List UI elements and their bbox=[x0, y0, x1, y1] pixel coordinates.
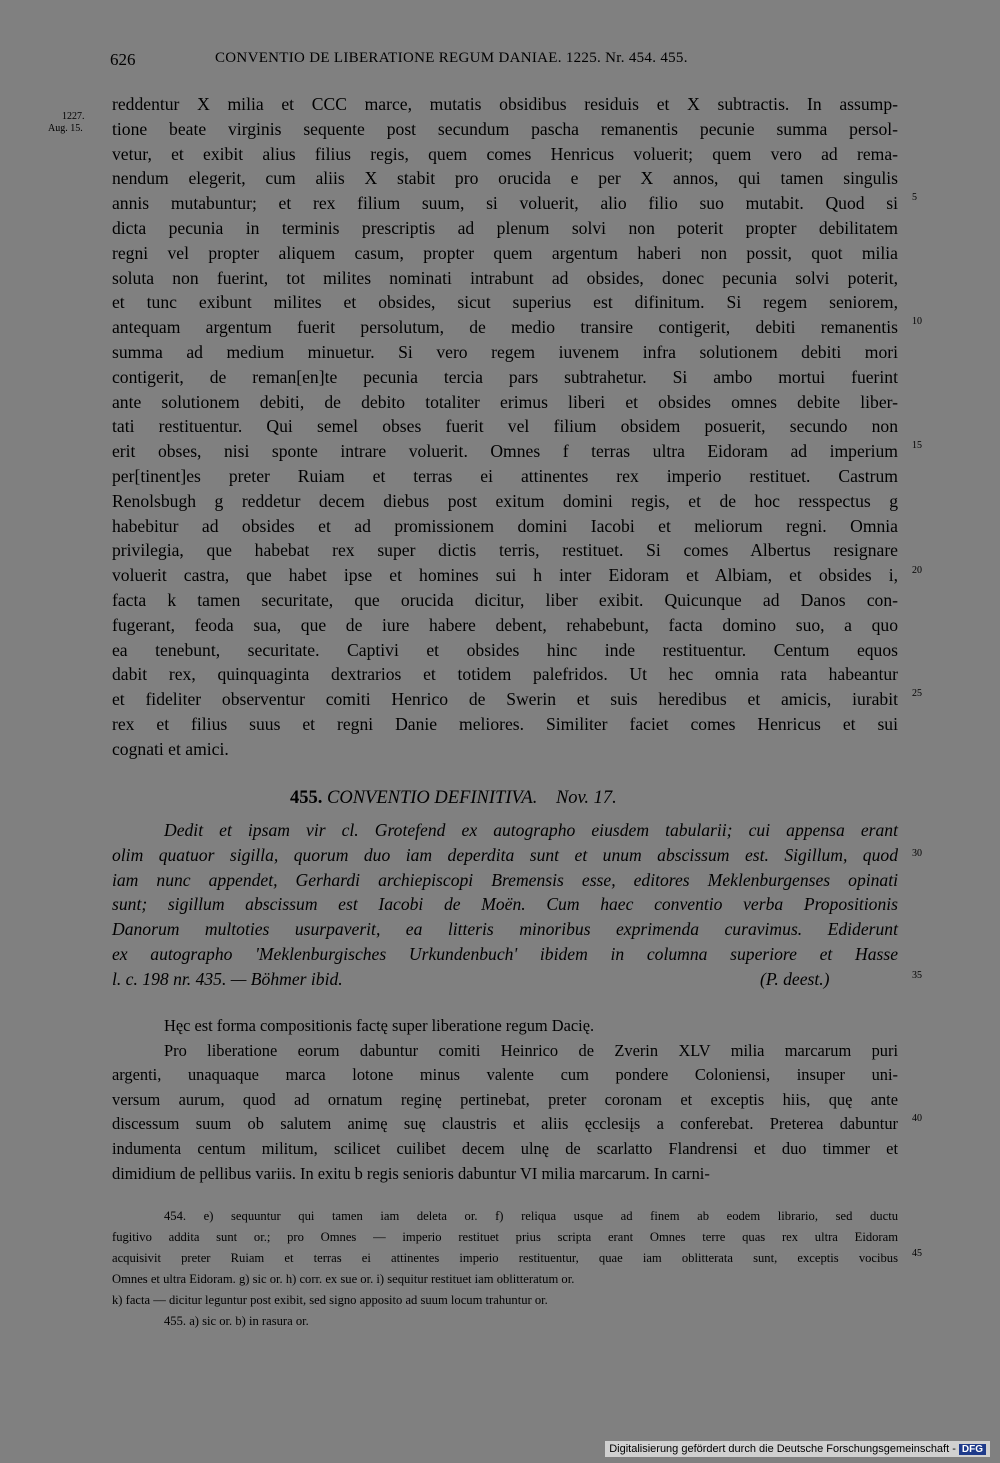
charter-455-lines-line: dimidium de pellibus variis. In exitu b regis senioris dabuntur VI milia marcarum. In carni- bbox=[112, 1163, 710, 1183]
intro-455-lines-line: olim quatuor sigilla, quorum duo iam deperdita sunt et unum abscissum est. Sigillum, quod bbox=[112, 844, 898, 865]
charter-454-lines-line: per[tinent]es preter Ruiam et terras ei attinentes rex imperio restituet. Castrum bbox=[112, 466, 898, 486]
charter-454-lines-line: ea tenebunt, securitate. Captivi et obsides hinc inde restituentur. Centum equos bbox=[112, 639, 898, 660]
intro-455-lines-line: Danorum multoties usurpaverit, ea litteris minoribus exprimenda curavimus. Ediderunt bbox=[112, 919, 898, 940]
charter-454-lines-line: contigerit, de reman[en]te pecunia tercia pars subtrahetur. Si ambo mortui fuerint bbox=[112, 366, 898, 387]
charter-455-lines-line: argenti, unaquaque marca lotone minus valente cum pondere Coloniensi, insuper uni- bbox=[112, 1065, 898, 1085]
line-number: 35 bbox=[912, 970, 922, 981]
footnotes-454-line: Omnes et ultra Eidoram. g) sic or. h) corr. ex sue or. i) sequitur restituet iam oblitteratum or. bbox=[112, 1272, 575, 1286]
charter-454-lines-line: tione beate virginis sequente post secundum pascha remanentis pecunie summa persol- bbox=[112, 118, 898, 139]
intro-455-lines-line: iam nunc appendet, Gerhardi archiepiscopi Bremensis esse, editores Meklenburgenses opinati bbox=[112, 869, 898, 890]
charter-454-lines-line: et fideliter observentur comiti Henrico de Swerin et suis heredibus et amicis, iurabit bbox=[112, 689, 898, 710]
charter-454-lines-line: cognati et amici. bbox=[112, 738, 229, 759]
margin-day: Aug. 15. bbox=[48, 123, 83, 134]
charter-454-lines-line: dabit rex, quinquaginta dextrarios et totidem palefridos. Ut hec omnia rata habeantur bbox=[112, 664, 898, 685]
charter-454-lines-line: habebitur ad obsides et ad promissionem domini Iacobi et meliorum regni. Omnia bbox=[112, 515, 898, 536]
footnotes-454-line: 454. e) sequuntur qui tamen iam deleta or. f) reliqua usque ad finem ab eodem librario, sed ductu bbox=[164, 1209, 898, 1223]
footnotes-454-line: acquisivit preter Ruiam et terras ei attinentes imperio restituentur, quae iam oblitterata sunt, exceptis vocibus bbox=[112, 1251, 898, 1265]
footnotes-454-line: k) facta — dicitur leguntur post exibit, sed signo apposito ad suum locum trahuntur or. bbox=[112, 1293, 548, 1307]
dfg-footer bbox=[605, 1441, 990, 1457]
running-title: CONVENTIO DE LIBERATIONE REGUM DANIAE. 1225. Nr. 454. 455. bbox=[215, 50, 688, 66]
intro-455-lines-line: sunt; sigillum abscissum est Iacobi de Moën. Cum haec conventio verba Propositionis bbox=[112, 894, 898, 915]
line-number: 25 bbox=[912, 688, 922, 699]
charter-455-lines-line: versum aurum, quod ad ornatum reginę pertinebat, preter coronam et exceptis hiis, quę ante bbox=[112, 1089, 898, 1109]
charter-454-lines-line: Renolsbugh g reddetur decem diebus post exitum domini regis, et de hoc resspectus g bbox=[112, 490, 898, 511]
charter-455-lines-line: Pro liberatione eorum dabuntur comiti Heinrico de Zverin XLV milia marcarum puri bbox=[164, 1040, 898, 1060]
line-number: 30 bbox=[912, 848, 922, 859]
charter-454-lines-line: erit obses, nisi sponte intrare voluerit. Omnes f terras ultra Eidoram ad imperium bbox=[112, 441, 898, 462]
charter-454-lines-line: dicta pecunia in terminis prescriptis ad plenum solvi non poterit propter debilitatem bbox=[112, 218, 898, 238]
intro-455-lines-line: l. c. 198 nr. 435. — Böhmer ibid. bbox=[112, 968, 343, 989]
dfg-logo: DFG bbox=[959, 1444, 986, 1455]
intro-455-lines-line: Dedit et ipsam vir cl. Grotefend ex autographo eiusdem tabularii; cui appensa erant bbox=[164, 820, 898, 840]
intro-455-lines-line: ex autographo 'Meklenburgisches Urkundenbuch' ibidem in columna superiore et Hasse bbox=[112, 944, 898, 964]
line-number: 40 bbox=[912, 1113, 922, 1124]
section-title: CONVENTIO DEFINITIVA. bbox=[327, 788, 538, 808]
charter-454-lines-line: tati restituentur. Qui semel obses fuerit vel filium obsidem posuerit, secundo non bbox=[112, 416, 898, 437]
footnotes-454-line: fugitivo addita sunt or.; pro Omnes — imperio restituet prius scripta erant Omnes terre quas rex ultra Eidoram bbox=[112, 1230, 898, 1244]
section-455-heading bbox=[290, 788, 617, 809]
page-number: 626 bbox=[110, 50, 136, 69]
section-date: Nov. 17. bbox=[555, 788, 617, 808]
footer-text: Digitalisierung gefördert durch die Deutsche Forschungsgemeinschaft - bbox=[609, 1443, 956, 1455]
margin-year: 1227. bbox=[62, 111, 85, 122]
charter-454-lines-line: rex et filius suus et regni Danie meliores. Similiter faciet comes Henricus et sui bbox=[112, 714, 898, 734]
charter-454-lines-line: fugerant, feoda sua, que de iure habere debent, rehabebunt, facta domino suo, a quo bbox=[112, 614, 898, 635]
charter-454-lines-line: antequam argentum fuerit persolutum, de medio transire contigerit, debiti remanentis bbox=[112, 317, 898, 338]
charter-454-lines-line: privilegia, que habebat rex super dictis terris, restituet. Si comes Albertus resignare bbox=[112, 540, 898, 561]
charter-454-lines-line: reddentur X milia et CCC marce, mutatis obsidibus residuis et X subtractis. In assump- bbox=[112, 94, 898, 114]
line-number: 5 bbox=[912, 192, 917, 203]
footnotes-455: 455. a) sic or. b) in rasura or. bbox=[164, 1314, 309, 1328]
line-number: 20 bbox=[912, 565, 922, 576]
line-number: 10 bbox=[912, 316, 922, 327]
charter-455-lines-line: indumenta centum militum, scilicet cuilibet decem ulnę de scarlatto Flandrensi et duo timmer et bbox=[112, 1139, 898, 1158]
section-number: 455. bbox=[290, 788, 323, 808]
charter-454-lines-line: summa ad medium minuetur. Si vero regem iuvenem infra solutionem debiti mori bbox=[112, 342, 898, 362]
charter-454-lines-line: soluta non fuerint, tot milites nominati intrabunt ad obsides, donec pecunia solvi poterit, bbox=[112, 267, 898, 288]
charter-454-lines-line: et tunc exibunt milites et obsides, sicut superius est difinitum. Si regem seniorem, bbox=[112, 292, 898, 313]
charter-454-lines-line: facta k tamen securitate, que orucida dicitur, liber exibit. Quicunque ad Danos con- bbox=[112, 590, 898, 610]
line-number: 15 bbox=[912, 440, 922, 451]
charter-455-lines-line: Hęc est forma compositionis factę super liberatione regum Dacię. bbox=[164, 1016, 595, 1035]
charter-454-lines-line: annis mutabuntur; et rex filium suum, si voluerit, alio filio suo mutabit. Quod si bbox=[112, 193, 898, 214]
charter-454-lines-line: voluerit castra, que habet ipse et homines sui h inter Eidoram et Albiam, et obsides i, bbox=[112, 565, 898, 586]
charter-454-lines-line: vetur, et exibit alius filius regis, quem comes Henricus voluerit; quem vero ad rema- bbox=[112, 143, 898, 164]
line-number: 45 bbox=[912, 1248, 922, 1259]
intro-455-lines-line: (P. deest.) bbox=[760, 968, 830, 989]
charter-454-lines-line: nendum elegerit, cum aliis X stabit pro orucida e per X annos, qui tamen singulis bbox=[112, 168, 898, 189]
charter-454-lines-line: regni vel propter aliquem casum, propter quem argentum haberi non possit, quot milia bbox=[112, 242, 898, 263]
charter-455-lines-line: discessum suum ob salutem animę suę claustris et aliis ęcclesiįs a conferebat. Preterea dabuntur bbox=[112, 1114, 898, 1134]
charter-454-lines-line: ante solutionem debiti, de debito totaliter erimus liberi et obsides omnes debite liber- bbox=[112, 391, 898, 412]
